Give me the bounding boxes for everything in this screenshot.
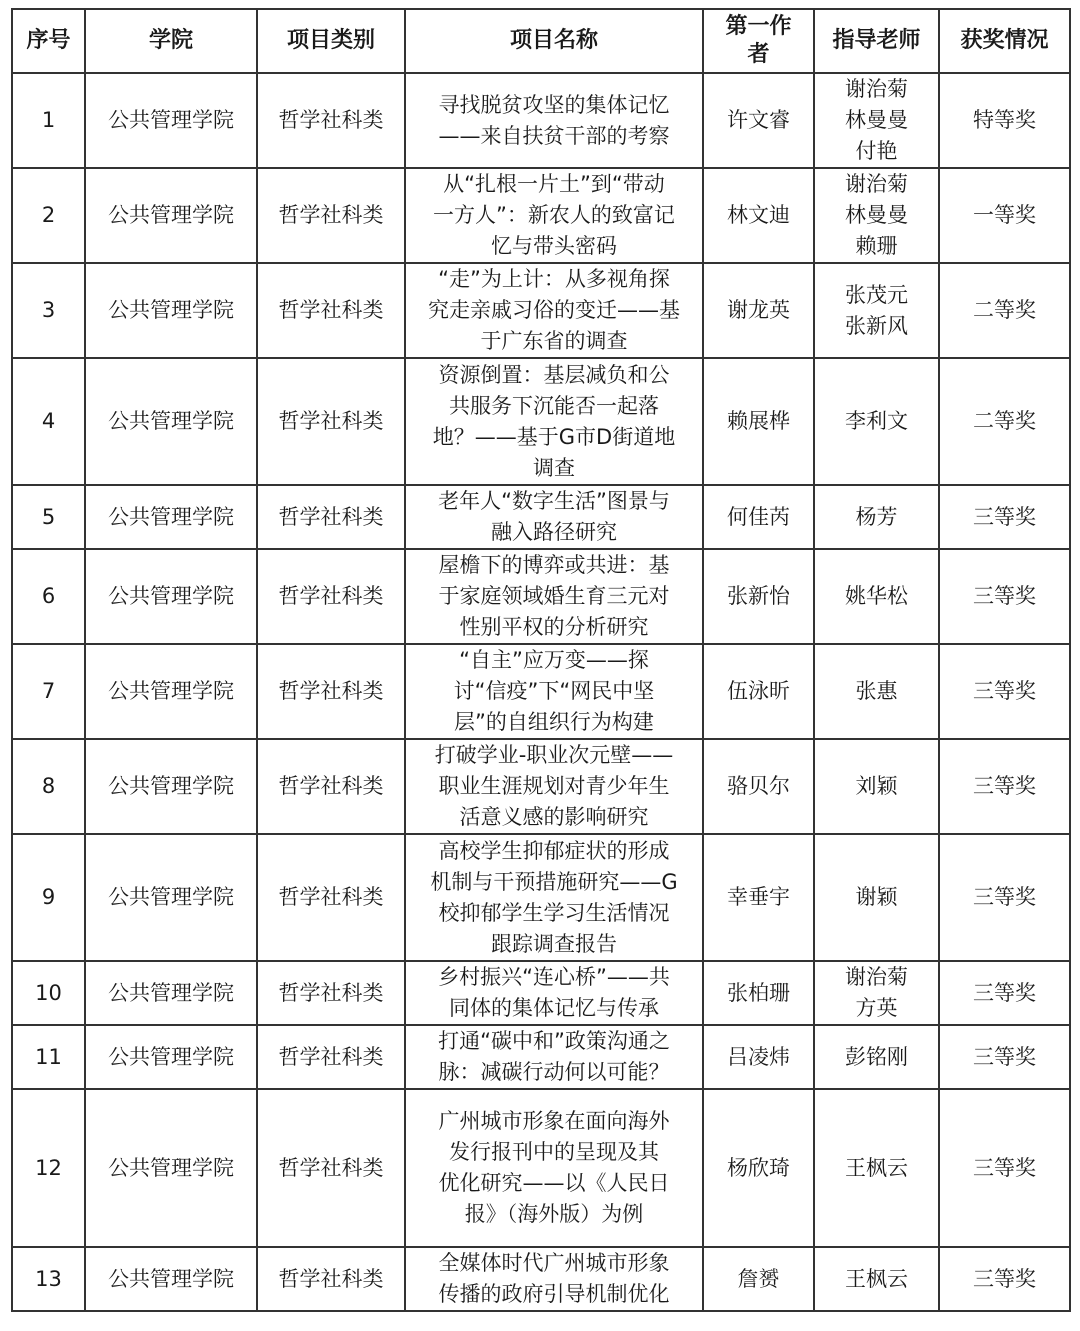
table-row <box>12 834 1070 961</box>
table-row <box>12 739 1070 834</box>
cell-seq: 13 <box>12 1247 85 1311</box>
cell-category: 哲学社科类 <box>257 1247 405 1311</box>
cell-project-name-line: 讨“信疫”下“网民中坚 <box>453 679 655 703</box>
cell-project-name-line: 资源倒置：基层减负和公 <box>438 362 670 387</box>
cell-category: 哲学社科类 <box>257 73 405 168</box>
cell-award: 三等奖 <box>939 739 1070 834</box>
cell-mentor-line: 李利文 <box>845 409 908 433</box>
cell-project-name-line: “自主”应万变——探 <box>459 648 649 672</box>
cell-project-name-line: 校抑郁学生学习生活情况 <box>438 900 670 925</box>
cell-college: 公共管理学院 <box>85 73 257 168</box>
cell-college: 公共管理学院 <box>85 961 257 1025</box>
header-row <box>12 9 1070 73</box>
table-row <box>12 549 1070 644</box>
table-row <box>12 485 1070 549</box>
cell-project-name-line: 于家庭领域婚生育三元对 <box>438 584 670 608</box>
header-first-author: 第一作者 <box>703 9 814 73</box>
cell-first-author: 张柏珊 <box>703 961 814 1025</box>
cell-mentor <box>814 1089 939 1247</box>
header-award: 获奖情况 <box>939 9 1070 73</box>
table-row <box>12 1247 1070 1311</box>
cell-mentor <box>814 1247 939 1311</box>
cell-project-name <box>405 263 703 358</box>
cell-project-name-line: 地？——基于G市D街道地 <box>432 424 676 449</box>
cell-college: 公共管理学院 <box>85 1025 257 1089</box>
cell-category: 哲学社科类 <box>257 358 405 485</box>
cell-project-name-line: 打破学业-职业次元壁—— <box>434 743 674 767</box>
cell-award: 一等奖 <box>939 168 1070 263</box>
cell-college: 公共管理学院 <box>85 263 257 358</box>
cell-college: 公共管理学院 <box>85 1247 257 1311</box>
cell-mentor-line: 方英 <box>855 996 898 1020</box>
cell-first-author: 伍泳昕 <box>703 644 814 739</box>
cell-first-author: 何佳芮 <box>703 485 814 549</box>
cell-project-name-line: 层”的自组织行为构建 <box>454 710 654 734</box>
cell-project-name-line: 发行报刊中的呈现及其 <box>449 1140 659 1164</box>
cell-project-name-line: 究走亲戚习俗的变迁——基 <box>428 298 680 322</box>
cell-project-name <box>405 485 703 549</box>
table-row <box>12 1025 1070 1089</box>
cell-award: 二等奖 <box>939 263 1070 358</box>
cell-project-name <box>405 73 703 168</box>
cell-category: 哲学社科类 <box>257 485 405 549</box>
cell-project-name-line: 融入路径研究 <box>491 520 617 544</box>
cell-mentor-line: 谢颖 <box>855 885 898 909</box>
cell-project-name-line: 打通“碳中和”政策沟通之 <box>438 1029 670 1053</box>
cell-mentor-line: 林曼曼 <box>845 203 908 227</box>
cell-first-author: 许文睿 <box>703 73 814 168</box>
cell-college: 公共管理学院 <box>85 358 257 485</box>
cell-award: 三等奖 <box>939 1247 1070 1311</box>
cell-seq: 4 <box>12 358 85 485</box>
cell-first-author: 幸垂宇 <box>703 834 814 961</box>
cell-mentor-line: 刘颖 <box>855 774 898 798</box>
cell-mentor-line: 赖珊 <box>855 234 898 258</box>
cell-project-name-line: 性别平权的分析研究 <box>459 615 649 639</box>
table-row <box>12 358 1070 485</box>
table-row <box>12 961 1070 1025</box>
cell-award: 三等奖 <box>939 549 1070 644</box>
cell-project-name-line: 调查 <box>533 455 575 480</box>
cell-project-name-line: 寻找脱贫攻坚的集体记忆 <box>438 92 670 117</box>
cell-seq: 11 <box>12 1025 85 1089</box>
table-row <box>12 168 1070 263</box>
cell-mentor-line: 姚华松 <box>845 584 908 608</box>
cell-project-name <box>405 1025 703 1089</box>
cell-project-name-line: 乡村振兴“连心桥”——共 <box>438 965 670 989</box>
cell-category: 哲学社科类 <box>257 739 405 834</box>
cell-award: 三等奖 <box>939 834 1070 961</box>
cell-award: 三等奖 <box>939 644 1070 739</box>
cell-college: 公共管理学院 <box>85 485 257 549</box>
cell-first-author: 赖展桦 <box>703 358 814 485</box>
cell-project-name-line: 从“扎根一片土”到“带动 <box>443 172 665 196</box>
cell-category: 哲学社科类 <box>257 168 405 263</box>
cell-mentor <box>814 549 939 644</box>
cell-mentor-line: 王枫云 <box>845 1155 908 1180</box>
cell-mentor <box>814 1025 939 1089</box>
cell-project-name <box>405 168 703 263</box>
cell-mentor-line: 谢治菊 <box>845 77 908 101</box>
cell-mentor <box>814 739 939 834</box>
cell-project-name-line: “走”为上计：从多视角探 <box>438 267 670 291</box>
cell-mentor-line: 谢治菊 <box>845 172 908 196</box>
cell-mentor-line: 彭铭刚 <box>845 1044 908 1069</box>
cell-mentor-line: 王枫云 <box>845 1266 908 1291</box>
cell-first-author: 谢龙英 <box>703 263 814 358</box>
cell-project-name <box>405 644 703 739</box>
cell-mentor-line: 林曼曼 <box>845 108 908 132</box>
cell-mentor <box>814 168 939 263</box>
cell-project-name-line: 同体的集体记忆与传承 <box>449 996 659 1020</box>
cell-award: 三等奖 <box>939 485 1070 549</box>
cell-first-author: 詹赟 <box>703 1247 814 1311</box>
cell-mentor <box>814 73 939 168</box>
cell-category: 哲学社科类 <box>257 1089 405 1247</box>
cell-project-name-line: 全媒体时代广州城市形象 <box>438 1251 670 1275</box>
cell-category: 哲学社科类 <box>257 1025 405 1089</box>
table-row <box>12 263 1070 358</box>
cell-mentor-line: 付艳 <box>855 139 898 163</box>
cell-project-name <box>405 739 703 834</box>
cell-mentor-line: 张惠 <box>855 679 898 703</box>
cell-project-name <box>405 1089 703 1247</box>
header-seq: 序号 <box>12 9 85 73</box>
cell-seq: 8 <box>12 739 85 834</box>
cell-project-name-line: 传播的政府引导机制优化 <box>438 1282 670 1306</box>
cell-mentor <box>814 485 939 549</box>
cell-seq: 9 <box>12 834 85 961</box>
cell-project-name-line: 一方人”：新农人的致富记 <box>433 203 675 227</box>
cell-mentor-line: 杨芳 <box>855 504 898 529</box>
cell-seq: 7 <box>12 644 85 739</box>
cell-first-author: 骆贝尔 <box>703 739 814 834</box>
table-row <box>12 73 1070 168</box>
cell-project-name-line: 屋檐下的博弈或共进：基 <box>438 553 670 577</box>
cell-project-name-line: 跟踪调查报告 <box>491 931 617 956</box>
cell-college: 公共管理学院 <box>85 834 257 961</box>
cell-project-name-line: 高校学生抑郁症状的形成 <box>438 838 670 863</box>
cell-project-name-line: ——来自扶贫干部的考察 <box>438 123 670 148</box>
table-row <box>12 644 1070 739</box>
cell-mentor <box>814 263 939 358</box>
cell-seq: 12 <box>12 1089 85 1247</box>
cell-mentor-line: 张新风 <box>845 313 908 338</box>
cell-first-author: 张新怡 <box>703 549 814 644</box>
cell-project-name <box>405 961 703 1025</box>
cell-college: 公共管理学院 <box>85 739 257 834</box>
table-row <box>12 1089 1070 1247</box>
cell-mentor <box>814 644 939 739</box>
cell-mentor-line: 张茂元 <box>845 282 908 307</box>
cell-seq: 5 <box>12 485 85 549</box>
cell-project-name-line: 脉：减碳行动何以可能？ <box>438 1060 670 1084</box>
header-mentor: 指导老师 <box>814 9 939 73</box>
header-college: 学院 <box>85 9 257 73</box>
cell-project-name-line: 活意义感的影响研究 <box>459 805 649 829</box>
cell-project-name <box>405 358 703 485</box>
cell-project-name <box>405 1247 703 1311</box>
cell-seq: 3 <box>12 263 85 358</box>
cell-first-author: 杨欣琦 <box>703 1089 814 1247</box>
cell-seq: 1 <box>12 73 85 168</box>
cell-seq: 2 <box>12 168 85 263</box>
awards-table <box>11 8 1071 1312</box>
cell-category: 哲学社科类 <box>257 834 405 961</box>
cell-first-author: 吕凌炜 <box>703 1025 814 1089</box>
cell-category: 哲学社科类 <box>257 549 405 644</box>
cell-project-name-line: 优化研究——以《人民日 <box>438 1171 670 1195</box>
cell-college: 公共管理学院 <box>85 168 257 263</box>
cell-project-name-line: 于广东省的调查 <box>480 329 628 353</box>
cell-project-name-line: 机制与干预措施研究——G <box>430 869 678 894</box>
cell-seq: 10 <box>12 961 85 1025</box>
cell-mentor <box>814 358 939 485</box>
cell-college: 公共管理学院 <box>85 1089 257 1247</box>
cell-category: 哲学社科类 <box>257 263 405 358</box>
cell-category: 哲学社科类 <box>257 644 405 739</box>
cell-project-name-line: 广州城市形象在面向海外 <box>438 1109 670 1133</box>
cell-project-name-line: 职业生涯规划对青少年生 <box>438 774 670 798</box>
cell-college: 公共管理学院 <box>85 644 257 739</box>
cell-project-name-line: 忆与带头密码 <box>491 234 617 258</box>
cell-award: 三等奖 <box>939 1025 1070 1089</box>
cell-mentor <box>814 834 939 961</box>
cell-college: 公共管理学院 <box>85 549 257 644</box>
cell-award: 三等奖 <box>939 1089 1070 1247</box>
cell-mentor-line: 谢治菊 <box>845 965 908 989</box>
cell-award: 三等奖 <box>939 961 1070 1025</box>
table-container <box>11 8 1071 1312</box>
cell-project-name-line: 老年人“数字生活”图景与 <box>438 489 670 513</box>
cell-first-author: 林文迪 <box>703 168 814 263</box>
cell-project-name <box>405 549 703 644</box>
cell-category: 哲学社科类 <box>257 961 405 1025</box>
cell-project-name <box>405 834 703 961</box>
cell-award: 特等奖 <box>939 73 1070 168</box>
cell-project-name-line: 报》（海外版）为例 <box>464 1202 644 1226</box>
cell-award: 二等奖 <box>939 358 1070 485</box>
header-project-name: 项目名称 <box>405 9 703 73</box>
header-category: 项目类别 <box>257 9 405 73</box>
cell-project-name-line: 共服务下沉能否一起落 <box>449 393 659 418</box>
cell-seq: 6 <box>12 549 85 644</box>
cell-mentor <box>814 961 939 1025</box>
